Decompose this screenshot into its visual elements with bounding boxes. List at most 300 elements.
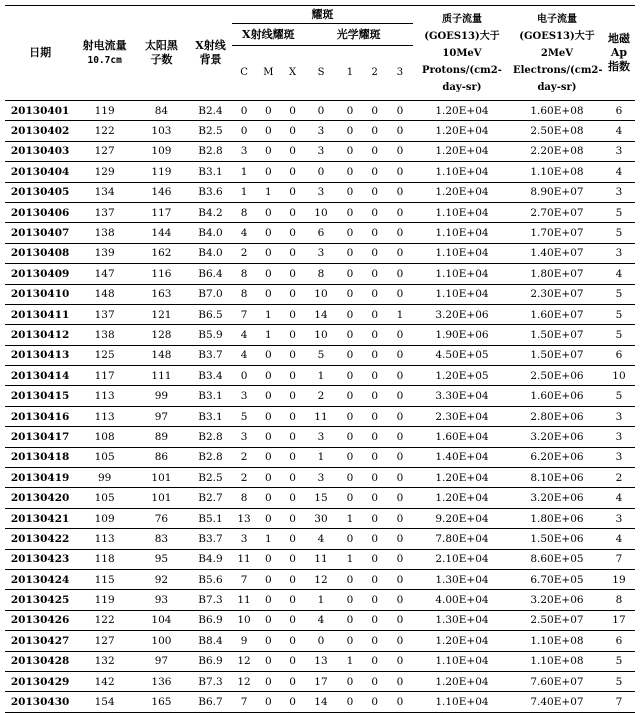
cell-date: 20130419: [5, 468, 75, 488]
cell-radio-flux: 105: [75, 447, 134, 467]
cell-flare-c: 0: [232, 101, 256, 121]
cell-xray-bg: B3.1: [189, 406, 232, 426]
cell-ap: 3: [603, 243, 635, 263]
cell-proton: 1.20E+04: [413, 101, 511, 121]
cell-flare-m: 0: [256, 549, 281, 569]
cell-flare-1: 0: [338, 386, 363, 406]
cell-sunspot: 116: [134, 264, 189, 284]
cell-flare-1: 0: [338, 569, 363, 589]
cell-xray-bg: B3.4: [189, 366, 232, 386]
cell-electron: 1.50E+07: [511, 345, 603, 365]
cell-proton: 1.10E+04: [413, 284, 511, 304]
cell-flare-x: 0: [281, 162, 305, 182]
cell-proton: 1.20E+04: [413, 182, 511, 202]
cell-flare-x: 0: [281, 529, 305, 549]
cell-sunspot: 99: [134, 386, 189, 406]
cell-flare-m: 1: [256, 325, 281, 345]
cell-flare-3: 0: [387, 386, 413, 406]
cell-proton: 1.60E+04: [413, 427, 511, 447]
cell-flare-3: 0: [387, 631, 413, 651]
cell-electron: 1.60E+07: [511, 304, 603, 324]
cell-flare-x: 0: [281, 549, 305, 569]
cell-flare-2: 0: [362, 529, 387, 549]
cell-sunspot: 144: [134, 223, 189, 243]
cell-flare-s: 30: [304, 508, 337, 528]
cell-radio-flux: 108: [75, 427, 134, 447]
cell-sunspot: 76: [134, 508, 189, 528]
cell-flare-1: 0: [338, 304, 363, 324]
cell-date: 20130418: [5, 447, 75, 467]
cell-flare-x: 0: [281, 366, 305, 386]
cell-radio-flux: 127: [75, 631, 134, 651]
cell-flare-x: 0: [281, 692, 305, 712]
table-row: [5, 590, 635, 610]
cell-proton: 3.30E+04: [413, 386, 511, 406]
cell-flare-1: 0: [338, 162, 363, 182]
cell-electron: 2.50E+07: [511, 610, 603, 630]
cell-radio-flux: 148: [75, 284, 134, 304]
cell-electron: 3.20E+06: [511, 488, 603, 508]
cell-ap: 5: [603, 325, 635, 345]
table-row: [5, 651, 635, 671]
table-row: [5, 671, 635, 691]
cell-flare-2: 0: [362, 549, 387, 569]
cell-electron: 1.50E+07: [511, 325, 603, 345]
cell-proton: 1.30E+04: [413, 610, 511, 630]
cell-electron: 1.40E+07: [511, 243, 603, 263]
cell-proton: 9.20E+04: [413, 508, 511, 528]
cell-flare-m: 0: [256, 447, 281, 467]
cell-flare-s: 3: [304, 468, 337, 488]
cell-flare-2: 0: [362, 223, 387, 243]
cell-sunspot: 103: [134, 121, 189, 141]
cell-flare-3: 0: [387, 121, 413, 141]
cell-flare-c: 4: [232, 325, 256, 345]
cell-flare-3: 0: [387, 101, 413, 121]
col-radio-flux-header: [75, 6, 134, 101]
cell-flare-3: 0: [387, 325, 413, 345]
flare-col-c: C: [232, 46, 256, 101]
cell-flare-c: 7: [232, 569, 256, 589]
cell-flare-c: 7: [232, 304, 256, 324]
table-row: [5, 284, 635, 304]
table-row: [5, 366, 635, 386]
cell-sunspot: 86: [134, 447, 189, 467]
cell-flare-3: 0: [387, 549, 413, 569]
cell-sunspot: 165: [134, 692, 189, 712]
cell-flare-x: 0: [281, 264, 305, 284]
cell-sunspot: 84: [134, 101, 189, 121]
cell-flare-1: 0: [338, 325, 363, 345]
cell-ap: 5: [603, 223, 635, 243]
cell-flare-3: 1: [387, 304, 413, 324]
cell-flare-1: 0: [338, 610, 363, 630]
cell-xray-bg: B3.1: [189, 162, 232, 182]
cell-flare-m: 0: [256, 631, 281, 651]
cell-flare-2: 0: [362, 447, 387, 467]
cell-sunspot: 95: [134, 549, 189, 569]
cell-flare-c: 9: [232, 631, 256, 651]
cell-flare-m: 0: [256, 264, 281, 284]
cell-flare-3: 0: [387, 651, 413, 671]
cell-flare-3: 0: [387, 264, 413, 284]
cell-xray-bg: B3.1: [189, 386, 232, 406]
table-row: [5, 610, 635, 630]
cell-flare-3: 0: [387, 243, 413, 263]
cell-electron: 3.20E+06: [511, 427, 603, 447]
cell-flare-3: 0: [387, 529, 413, 549]
cell-proton: 3.20E+06: [413, 304, 511, 324]
cell-flare-1: 0: [338, 121, 363, 141]
cell-flare-2: 0: [362, 386, 387, 406]
cell-flare-x: 0: [281, 345, 305, 365]
cell-flare-1: 0: [338, 488, 363, 508]
cell-radio-flux: 119: [75, 590, 134, 610]
cell-flare-x: 0: [281, 141, 305, 161]
cell-flare-x: 0: [281, 182, 305, 202]
cell-ap: 4: [603, 529, 635, 549]
cell-flare-1: 0: [338, 590, 363, 610]
cell-flare-x: 0: [281, 468, 305, 488]
cell-radio-flux: 115: [75, 569, 134, 589]
cell-flare-s: 11: [304, 549, 337, 569]
cell-flare-2: 0: [362, 366, 387, 386]
radio-flux-label: 射电流量: [82, 38, 127, 52]
cell-flare-1: 1: [338, 549, 363, 569]
cell-flare-2: 0: [362, 468, 387, 488]
cell-electron: 1.80E+06: [511, 508, 603, 528]
cell-flare-s: 13: [304, 651, 337, 671]
table-row: [5, 488, 635, 508]
cell-flare-m: 0: [256, 651, 281, 671]
cell-date: 20130402: [5, 121, 75, 141]
cell-xray-bg: B5.1: [189, 508, 232, 528]
cell-electron: 2.50E+06: [511, 366, 603, 386]
cell-flare-m: 0: [256, 366, 281, 386]
cell-flare-m: 0: [256, 692, 281, 712]
cell-flare-m: 1: [256, 304, 281, 324]
cell-flare-m: 1: [256, 529, 281, 549]
cell-proton: 7.80E+04: [413, 529, 511, 549]
cell-flare-1: 0: [338, 529, 363, 549]
cell-sunspot: 136: [134, 671, 189, 691]
table-row: [5, 304, 635, 324]
cell-date: 20130410: [5, 284, 75, 304]
cell-ap: 8: [603, 590, 635, 610]
cell-flare-m: 0: [256, 202, 281, 222]
cell-flare-c: 12: [232, 671, 256, 691]
cell-flare-2: 0: [362, 121, 387, 141]
cell-flare-m: 0: [256, 508, 281, 528]
cell-flare-m: 0: [256, 671, 281, 691]
cell-flare-c: 8: [232, 264, 256, 284]
cell-flare-s: 0: [304, 162, 337, 182]
cell-ap: 4: [603, 121, 635, 141]
cell-sunspot: 97: [134, 651, 189, 671]
cell-xray-bg: B2.4: [189, 101, 232, 121]
cell-date: 20130424: [5, 569, 75, 589]
cell-flare-s: 3: [304, 427, 337, 447]
cell-flare-m: 0: [256, 345, 281, 365]
cell-flare-3: 0: [387, 569, 413, 589]
cell-flare-s: 10: [304, 202, 337, 222]
cell-flare-2: 0: [362, 304, 387, 324]
cell-flare-3: 0: [387, 447, 413, 467]
cell-xray-bg: B2.8: [189, 427, 232, 447]
cell-electron: 3.20E+06: [511, 590, 603, 610]
cell-flare-s: 0: [304, 631, 337, 651]
cell-sunspot: 148: [134, 345, 189, 365]
cell-ap: 5: [603, 284, 635, 304]
cell-flare-1: 0: [338, 692, 363, 712]
cell-xray-bg: B4.0: [189, 243, 232, 263]
table-row: [5, 468, 635, 488]
cell-flare-c: 5: [232, 406, 256, 426]
cell-flare-c: 8: [232, 284, 256, 304]
cell-flare-2: 0: [362, 243, 387, 263]
cell-date: 20130404: [5, 162, 75, 182]
cell-sunspot: 128: [134, 325, 189, 345]
cell-xray-bg: B4.0: [189, 223, 232, 243]
cell-flare-c: 11: [232, 590, 256, 610]
table-row: [5, 386, 635, 406]
cell-radio-flux: 113: [75, 386, 134, 406]
flare-col-1: 1: [338, 46, 363, 101]
cell-ap: 6: [603, 101, 635, 121]
cell-ap: 4: [603, 162, 635, 182]
cell-flare-1: 0: [338, 202, 363, 222]
cell-flare-c: 4: [232, 345, 256, 365]
cell-date: 20130423: [5, 549, 75, 569]
cell-flare-s: 15: [304, 488, 337, 508]
col-date-header: 日期: [5, 6, 75, 101]
cell-ap: 3: [603, 508, 635, 528]
cell-flare-x: 0: [281, 631, 305, 651]
cell-ap: 7: [603, 692, 635, 712]
cell-proton: 1.20E+04: [413, 671, 511, 691]
cell-flare-s: 4: [304, 610, 337, 630]
table-header: [5, 6, 635, 101]
cell-ap: 4: [603, 264, 635, 284]
cell-sunspot: 111: [134, 366, 189, 386]
cell-sunspot: 119: [134, 162, 189, 182]
cell-radio-flux: 137: [75, 202, 134, 222]
cell-flare-m: 0: [256, 386, 281, 406]
cell-flare-s: 0: [304, 101, 337, 121]
cell-flare-c: 3: [232, 386, 256, 406]
cell-flare-c: 2: [232, 468, 256, 488]
cell-ap: 2: [603, 468, 635, 488]
col-sunspot-header: 太阳黑子数: [134, 6, 189, 101]
xray-flare-header: X射线耀斑: [232, 24, 304, 46]
cell-flare-1: 1: [338, 508, 363, 528]
cell-flare-x: 0: [281, 284, 305, 304]
cell-sunspot: 101: [134, 468, 189, 488]
cell-electron: 2.30E+07: [511, 284, 603, 304]
cell-flare-c: 0: [232, 366, 256, 386]
table-row: [5, 121, 635, 141]
cell-proton: 1.20E+04: [413, 488, 511, 508]
cell-radio-flux: 122: [75, 610, 134, 630]
cell-xray-bg: B6.4: [189, 264, 232, 284]
cell-date: 20130411: [5, 304, 75, 324]
cell-flare-2: 0: [362, 692, 387, 712]
cell-flare-c: 7: [232, 692, 256, 712]
cell-radio-flux: 125: [75, 345, 134, 365]
cell-flare-m: 0: [256, 141, 281, 161]
cell-flare-x: 0: [281, 488, 305, 508]
cell-sunspot: 163: [134, 284, 189, 304]
cell-date: 20130408: [5, 243, 75, 263]
cell-date: 20130415: [5, 386, 75, 406]
cell-flare-x: 0: [281, 406, 305, 426]
cell-flare-1: 0: [338, 223, 363, 243]
cell-flare-m: 0: [256, 468, 281, 488]
cell-date: 20130406: [5, 202, 75, 222]
cell-date: 20130416: [5, 406, 75, 426]
cell-flare-2: 0: [362, 508, 387, 528]
cell-radio-flux: 99: [75, 468, 134, 488]
radio-flux-unit: 10.7cm: [87, 54, 122, 66]
cell-flare-s: 4: [304, 529, 337, 549]
cell-flare-x: 0: [281, 304, 305, 324]
cell-xray-bg: B6.7: [189, 692, 232, 712]
cell-sunspot: 93: [134, 590, 189, 610]
cell-flare-s: 3: [304, 182, 337, 202]
flare-col-m: M: [256, 46, 281, 101]
cell-xray-bg: B3.7: [189, 345, 232, 365]
table-row: [5, 182, 635, 202]
cell-flare-3: 0: [387, 162, 413, 182]
cell-flare-1: 0: [338, 141, 363, 161]
cell-radio-flux: 122: [75, 121, 134, 141]
cell-ap: 5: [603, 202, 635, 222]
cell-flare-c: 10: [232, 610, 256, 630]
flare-col-x: X: [281, 46, 305, 101]
cell-electron: 2.50E+08: [511, 121, 603, 141]
cell-flare-1: 0: [338, 101, 363, 121]
cell-flare-s: 12: [304, 569, 337, 589]
cell-flare-s: 3: [304, 121, 337, 141]
cell-flare-m: 0: [256, 223, 281, 243]
cell-radio-flux: 139: [75, 243, 134, 263]
cell-proton: 1.90E+06: [413, 325, 511, 345]
cell-flare-3: 0: [387, 366, 413, 386]
cell-proton: 1.10E+04: [413, 651, 511, 671]
cell-flare-3: 0: [387, 406, 413, 426]
cell-flare-3: 0: [387, 284, 413, 304]
cell-flare-3: 0: [387, 590, 413, 610]
cell-radio-flux: 134: [75, 182, 134, 202]
cell-xray-bg: B6.9: [189, 651, 232, 671]
cell-ap: 7: [603, 549, 635, 569]
cell-flare-3: 0: [387, 508, 413, 528]
cell-date: 20130426: [5, 610, 75, 630]
cell-flare-x: 0: [281, 447, 305, 467]
cell-date: 20130412: [5, 325, 75, 345]
cell-flare-x: 0: [281, 325, 305, 345]
cell-proton: 1.10E+04: [413, 692, 511, 712]
cell-flare-x: 0: [281, 386, 305, 406]
cell-proton: 1.10E+04: [413, 223, 511, 243]
optical-flare-header: 光学耀斑: [304, 24, 412, 46]
cell-flare-s: 1: [304, 366, 337, 386]
cell-ap: 5: [603, 386, 635, 406]
flare-col-2: 2: [362, 46, 387, 101]
cell-flare-1: 0: [338, 366, 363, 386]
cell-xray-bg: B8.4: [189, 631, 232, 651]
cell-flare-2: 0: [362, 325, 387, 345]
cell-flare-1: 0: [338, 264, 363, 284]
cell-flare-s: 11: [304, 406, 337, 426]
cell-xray-bg: B3.6: [189, 182, 232, 202]
cell-radio-flux: 117: [75, 366, 134, 386]
cell-electron: 7.40E+07: [511, 692, 603, 712]
cell-flare-m: 0: [256, 590, 281, 610]
cell-xray-bg: B4.2: [189, 202, 232, 222]
table-body: [5, 101, 635, 713]
cell-ap: 3: [603, 406, 635, 426]
cell-flare-s: 3: [304, 243, 337, 263]
cell-date: 20130409: [5, 264, 75, 284]
cell-flare-m: 0: [256, 101, 281, 121]
cell-radio-flux: 137: [75, 304, 134, 324]
cell-flare-3: 0: [387, 692, 413, 712]
cell-electron: 1.10E+08: [511, 651, 603, 671]
col-xray-bg-header: X射线背景: [189, 6, 232, 101]
cell-sunspot: 162: [134, 243, 189, 263]
cell-proton: 1.20E+05: [413, 366, 511, 386]
cell-flare-2: 0: [362, 141, 387, 161]
cell-flare-c: 12: [232, 651, 256, 671]
cell-radio-flux: 147: [75, 264, 134, 284]
table-row: [5, 345, 635, 365]
cell-proton: 1.20E+04: [413, 141, 511, 161]
flare-group-header: 耀斑: [232, 6, 413, 24]
cell-proton: 1.10E+04: [413, 243, 511, 263]
table-row: [5, 549, 635, 569]
table-row: [5, 569, 635, 589]
cell-sunspot: 104: [134, 610, 189, 630]
cell-flare-2: 0: [362, 162, 387, 182]
table-row: [5, 447, 635, 467]
cell-ap: 19: [603, 569, 635, 589]
cell-date: 20130425: [5, 590, 75, 610]
cell-proton: 1.10E+04: [413, 162, 511, 182]
cell-electron: 8.60E+05: [511, 549, 603, 569]
cell-sunspot: 89: [134, 427, 189, 447]
cell-radio-flux: 132: [75, 651, 134, 671]
cell-flare-1: 0: [338, 406, 363, 426]
cell-flare-m: 0: [256, 162, 281, 182]
cell-proton: 1.20E+04: [413, 121, 511, 141]
cell-proton: 1.20E+04: [413, 631, 511, 651]
cell-flare-s: 5: [304, 345, 337, 365]
cell-flare-x: 0: [281, 223, 305, 243]
cell-xray-bg: B3.7: [189, 529, 232, 549]
cell-flare-s: 1: [304, 447, 337, 467]
cell-flare-3: 0: [387, 427, 413, 447]
cell-flare-x: 0: [281, 508, 305, 528]
cell-flare-x: 0: [281, 590, 305, 610]
cell-flare-s: 2: [304, 386, 337, 406]
cell-flare-2: 0: [362, 264, 387, 284]
cell-flare-2: 0: [362, 101, 387, 121]
cell-flare-x: 0: [281, 202, 305, 222]
cell-xray-bg: B6.5: [189, 304, 232, 324]
table-row: [5, 101, 635, 121]
cell-flare-1: 0: [338, 182, 363, 202]
